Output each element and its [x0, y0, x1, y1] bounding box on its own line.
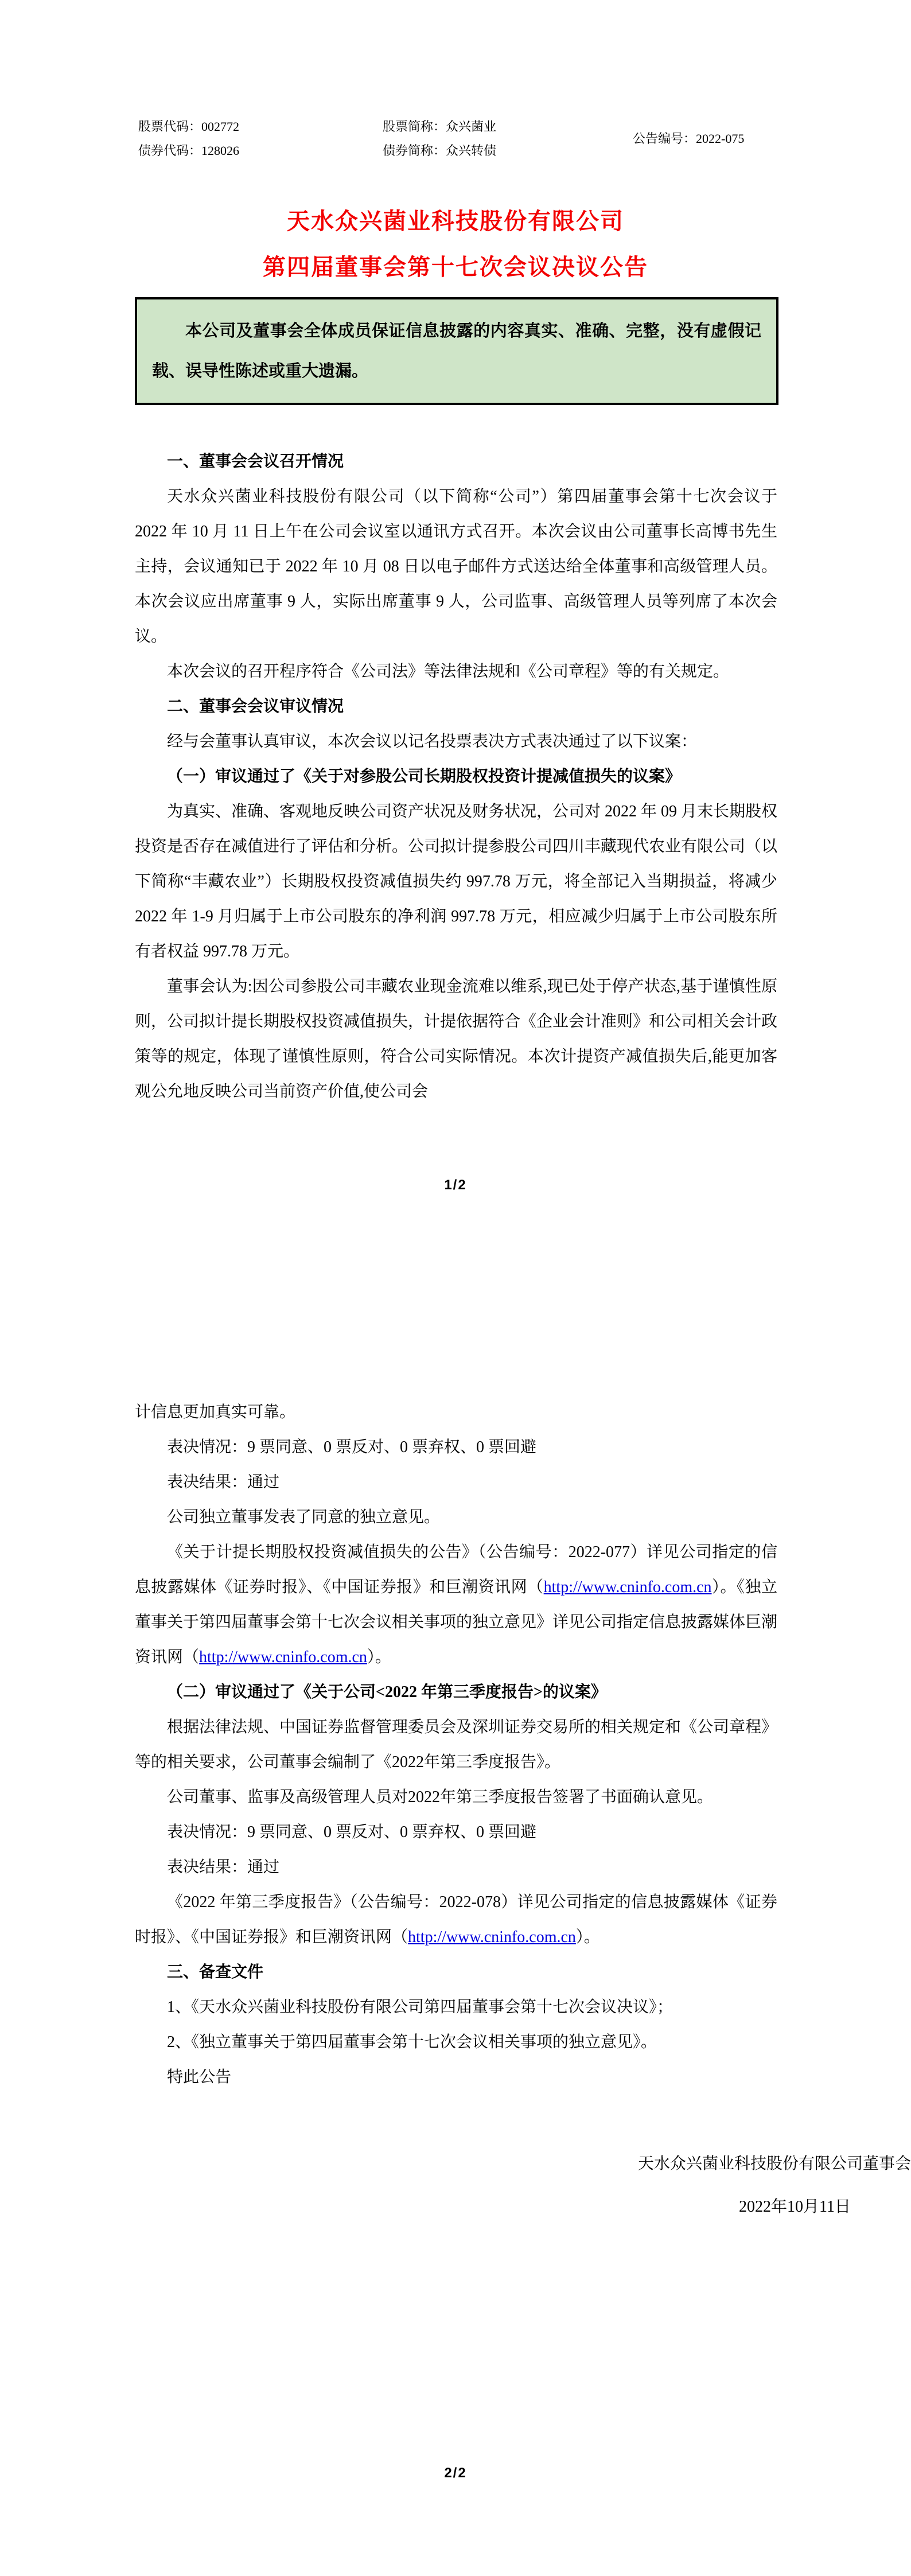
- cninfo-link[interactable]: http://www.cninfo.com.cn: [543, 1578, 712, 1596]
- document-header: [135, 115, 777, 158]
- page-number-1: 1/2: [444, 1177, 467, 1193]
- text-run: ）。《独立董事关于第四届董事会第十七次会议相关事项的独立意见》详见公司指定信息披露媒体巨潮资讯网（: [135, 1578, 778, 1666]
- text-run: 《2022 年第三季度报告》（公告编号：2022-078）详见公司指定的信息披露媒体《证券时报》、《中国证券报》和巨潮资讯网（: [135, 1893, 777, 1946]
- section-heading: 一、董事会会议召开情况: [167, 453, 344, 470]
- company-name-title: 天水众兴菌业科技股份有限公司: [287, 208, 624, 234]
- vote-line: 表决情况：9 票同意、0 票反对、0 票弃权、0 票回避: [167, 1438, 537, 1456]
- bond-name: 债券简称：众兴转债: [383, 143, 497, 158]
- vote-line: 公司独立董事发表了同意的独立意见。: [167, 1508, 441, 1526]
- page-2: [0, 1288, 911, 2576]
- meeting-resolution-title: 第四届董事会第十七次会议决议公告: [263, 254, 648, 280]
- paragraph: 根据法律法规、中国证券监督管理委员会及深圳证券交易所的相关规定和《公司章程》等的相关要求，公司董事会编制了《2022年第三季度报告》。: [135, 1718, 778, 1771]
- disclosure-notice-box: 本公司及董事会全体成员保证信息披露的内容真实、准确、完整，没有虚假记载、误导性陈述或重大遗漏。: [135, 297, 778, 405]
- paragraph: [135, 1535, 777, 1675]
- section-heading: （一）审议通过了《关于对参股公司长期股权投资计提减值损失的议案》: [167, 768, 682, 785]
- paragraph: [135, 1885, 777, 1955]
- section-heading: 二、董事会会议审议情况: [167, 698, 344, 715]
- signoff-date: 2022年10月11日: [739, 2198, 851, 2216]
- paragraph: 董事会认为:因公司参股公司丰藏农业现金流难以维系,现已处于停产状态,基于谨慎性原则，公司拟计提长期股权投资减值损失，计提依据符合《企业会计准则》和公司相关会计政策等的规定，体现了谨慎性原则，符合公司实际情况。本次计提资产减值损失后,能更加客观公允地反映公司当前资产价值,使公司会: [135, 978, 778, 1100]
- text-run: ）。: [575, 1928, 600, 1946]
- header-codes-column: [138, 115, 239, 163]
- document-title: [0, 199, 911, 290]
- header-names-column: [383, 115, 496, 163]
- signoff-company: 天水众兴菌业科技股份有限公司董事会: [637, 2155, 911, 2173]
- paragraph: 经与会董事认真审议，本次会议以记名投票表决方式表决通过了以下议案：: [167, 733, 698, 750]
- paragraph: 本次会议的召开程序符合《公司法》等法律法规和《公司章程》等的有关规定。: [167, 663, 730, 680]
- page1-body: [135, 444, 777, 1109]
- vote-line: 表决情况：9 票同意、0 票反对、0 票弃权、0 票回避: [167, 1823, 537, 1841]
- section-heading: 三、备查文件: [167, 1963, 264, 1981]
- paragraph: 计信息更加真实可靠。: [135, 1403, 296, 1421]
- page2-body: [135, 1395, 777, 2095]
- text-run: 《关于计提长期股权投资减值损失的公告》（公告编号：2022-077）详见公司指定的信息披露媒体《证券时报》、《中国证券报》和巨潮资讯网（: [135, 1543, 777, 1596]
- paragraph: 2、《独立董事关于第四届董事会第十七次会议相关事项的独立意见》。: [167, 2033, 657, 2051]
- paragraph: 1、《天水众兴菌业科技股份有限公司第四届董事会第十七次会议决议》；: [167, 1998, 673, 2016]
- cninfo-link[interactable]: http://www.cninfo.com.cn: [199, 1648, 367, 1666]
- announcement-number: 公告编号：2022-075: [633, 131, 745, 146]
- stock-code: 股票代码：002772: [138, 119, 240, 134]
- paragraph: 为真实、准确、客观地反映公司资产状况及财务状况，公司对 2022 年 09 月末长期股权投资是否存在减值进行了评估和分析。公司拟计提参股公司四川丰藏现代农业有限公司（以下简称“丰藏农业”）长期股权投资减值损失约 997.78 万元，将全部记入当期损益，将减少 2022 年 1-9 月归属于上市公司股东的净利润 997.78 万元，相应减少归属于上市公司股东所有者权益 997.78 万元。: [135, 803, 778, 960]
- text-run: ）。: [367, 1648, 391, 1666]
- paragraph: 公司董事、监事及高级管理人员对2022年第三季度报告签署了书面确认意见。: [167, 1788, 714, 1806]
- cninfo-link[interactable]: http://www.cninfo.com.cn: [408, 1928, 576, 1946]
- section-heading: （二）审议通过了《关于公司<2022 年第三季度报告>的议案》: [167, 1683, 607, 1701]
- stock-name: 股票简称：众兴菌业: [383, 119, 497, 134]
- paragraph: 天水众兴菌业科技股份有限公司（以下简称“公司”）第四届董事会第十七次会议于 2022 年 10 月 11 日上午在公司会议室以通讯方式召开。本次会议由公司董事长高博书先生主持，会议通知已于 2022 年 10 月 08 日以电子邮件方式送达给全体董事和高级管理人员。本次会议应出席董事 9 人，实际出席董事 9 人，公司监事、高级管理人员等列席了本次会议。: [135, 488, 777, 645]
- vote-line: 表决结果：通过: [167, 1858, 280, 1876]
- vote-line: 表决结果：通过: [167, 1473, 280, 1491]
- page-number-2: 2/2: [444, 2465, 467, 2481]
- paragraph: 特此公告: [167, 2068, 232, 2086]
- bond-code: 债券代码：128026: [138, 143, 240, 158]
